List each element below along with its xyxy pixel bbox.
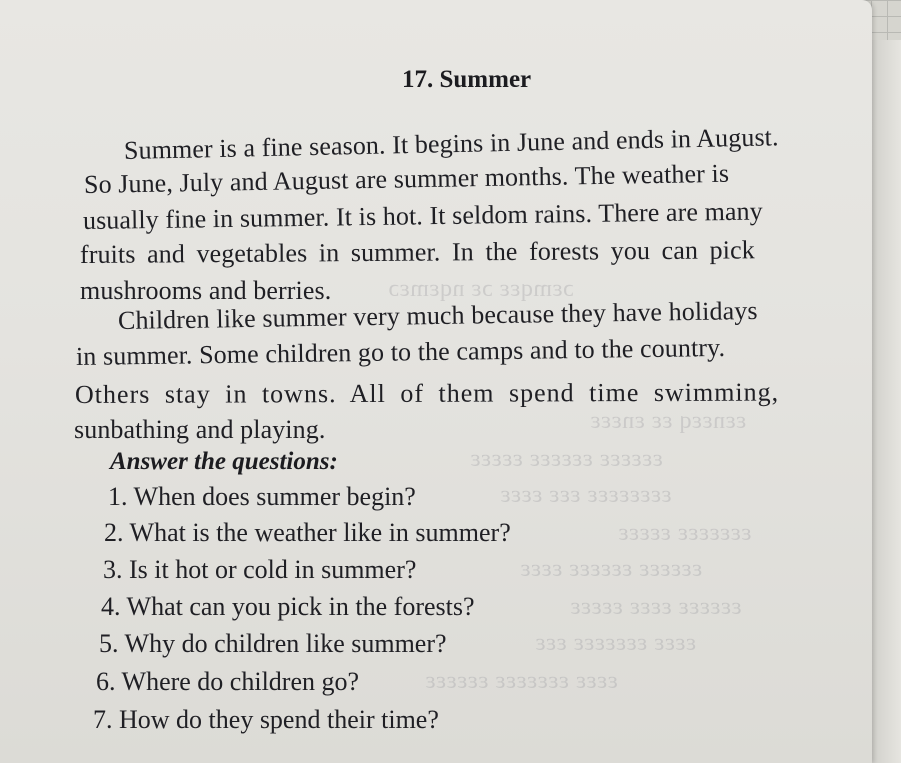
paragraph2-line-3: Others stay in towns. All of them spend time swimming, xyxy=(74,377,780,409)
paragraph2-line-1: Children like summer very much because they have holidays xyxy=(117,295,758,335)
question-7: 7. How do they spend their time? xyxy=(93,705,439,734)
paragraph1-line-1: Summer is a fine season. It begins in June and ends in August. xyxy=(123,122,779,165)
question-5: 5. Why do children like summer? xyxy=(99,629,447,658)
show-through-text: ɛɛɛɛɛɛ ɛɛɛɛɛɛ ɛɛɛɛɛ xyxy=(470,446,663,472)
lesson-title: 17. Summer xyxy=(402,66,532,93)
question-2: 2. What is the weather like in summer? xyxy=(104,518,511,547)
show-through-text: ɛɛɛɛɛɛ ɛɛɛɛɛɛ ɛɛɛɛ xyxy=(520,556,703,582)
question-1: 1. When does summer begin? xyxy=(108,482,416,511)
question-3: 3. Is it hot or cold in summer? xyxy=(103,555,417,584)
adjacent-page-edge xyxy=(869,40,901,763)
show-through-text: ɛɛɛɛɛɛɛɛ ɛɛɛ ɛɛɛɛ xyxy=(500,482,672,508)
question-6: 6. Where do children go? xyxy=(96,667,360,696)
show-through-text: ɛɛnɛɛq ɛɛ ɛnɛɛɛ xyxy=(590,408,747,434)
question-4: 4. What can you pick in the forests? xyxy=(101,592,475,621)
paragraph2-line-4: sunbathing and playing. xyxy=(74,415,326,444)
paragraph1-line-3: usually fine in summer. It is hot. It seldom rains. There are many xyxy=(82,196,763,235)
show-through-text: ɛɛɛɛɛɛ ɛɛɛɛ ɛɛɛɛɛ xyxy=(570,594,742,620)
paragraph1-line-5: mushrooms and berries. xyxy=(80,276,332,305)
paragraph1-line-4: fruits and vegetables in summer. In the forests you can pick xyxy=(79,235,755,269)
paragraph2-line-2: in summer. Some children go to the camps and to the country. xyxy=(75,332,726,371)
show-through-text: ɛɛɛɛ ɛɛɛɛɛɛɛ ɛɛɛ xyxy=(535,630,697,656)
show-through-text: ɔɛmqɛɛ ɔɛ nqɛmɛɔ xyxy=(388,276,574,302)
show-through-text: ɛɛɛɛ ɛɛɛɛɛɛɛ ɛɛɛɛɛɛ xyxy=(425,668,618,694)
answer-heading: Answer the questions: xyxy=(110,448,338,475)
paragraph1-line-2: So June, July and August are summer months. The weather is xyxy=(83,158,730,199)
show-through-text: ɛɛɛɛɛɛɛ ɛɛɛɛɛ xyxy=(618,520,752,546)
